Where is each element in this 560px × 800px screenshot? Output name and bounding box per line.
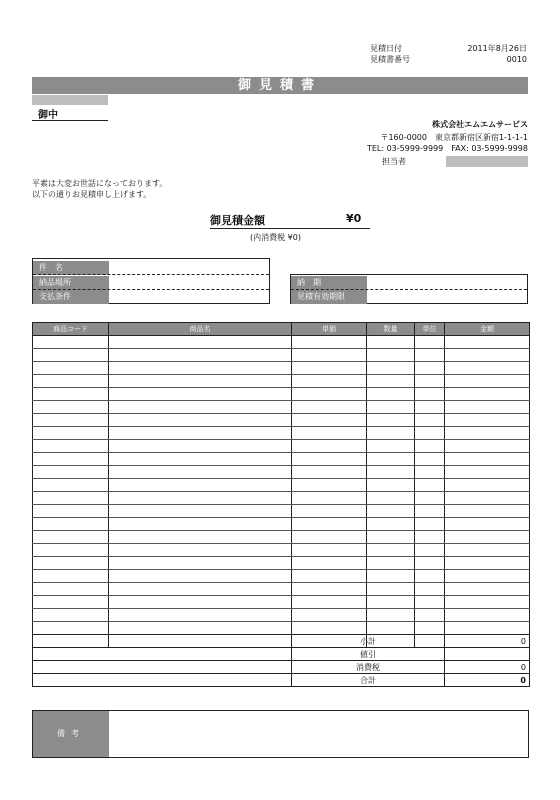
tax-note: (内消費税 ¥0) — [250, 233, 301, 242]
table-cell[interactable] — [109, 570, 292, 583]
table-row — [33, 557, 530, 570]
table-cell[interactable] — [109, 492, 292, 505]
total-underline — [210, 228, 370, 229]
table-cell[interactable] — [33, 531, 109, 544]
table-row — [33, 388, 530, 401]
table-cell[interactable] — [445, 531, 530, 544]
addressee-field[interactable] — [32, 95, 108, 105]
table-cell[interactable] — [367, 531, 415, 544]
summary-table — [32, 634, 530, 687]
info-box-left — [32, 258, 270, 304]
table-cell[interactable] — [109, 375, 292, 388]
table-cell[interactable] — [367, 609, 415, 622]
table-row — [33, 349, 530, 362]
table-cell[interactable] — [292, 622, 367, 635]
table-cell[interactable] — [292, 479, 367, 492]
table-cell[interactable] — [33, 479, 109, 492]
table-cell[interactable] — [445, 362, 530, 375]
table-cell[interactable] — [415, 388, 445, 401]
payment-terms-label: 支払条件 — [33, 290, 109, 304]
table-cell[interactable] — [445, 388, 530, 401]
discount-value[interactable] — [445, 648, 530, 661]
table-row — [33, 492, 530, 505]
summary-row-subtotal — [33, 635, 530, 648]
table-cell[interactable] — [367, 505, 415, 518]
date-label: 見積日付 — [370, 44, 402, 53]
table-cell[interactable] — [33, 440, 109, 453]
table-cell[interactable] — [415, 466, 445, 479]
table-cell[interactable] — [367, 583, 415, 596]
table-cell[interactable] — [367, 401, 415, 414]
table-cell[interactable] — [109, 557, 292, 570]
grand-total-label: 合計 — [292, 674, 445, 687]
table-cell[interactable] — [415, 557, 445, 570]
table-row — [33, 336, 530, 349]
table-row — [33, 427, 530, 440]
staff-field[interactable] — [446, 156, 528, 167]
table-cell[interactable] — [367, 544, 415, 557]
table-row — [33, 414, 530, 427]
table-row — [33, 583, 530, 596]
table-cell[interactable] — [367, 375, 415, 388]
table-cell[interactable] — [367, 466, 415, 479]
table-cell[interactable] — [415, 531, 445, 544]
total-amount-label: 御見積金額 — [210, 214, 265, 227]
table-cell[interactable] — [367, 440, 415, 453]
grand-total-value[interactable]: 0 — [445, 674, 530, 687]
table-cell[interactable] — [445, 479, 530, 492]
table-cell[interactable] — [292, 440, 367, 453]
summary-row-discount — [33, 648, 530, 661]
table-cell[interactable] — [33, 336, 109, 349]
table-row — [33, 518, 530, 531]
blank-cell — [33, 635, 292, 648]
table-cell[interactable] — [292, 557, 367, 570]
company-name: 株式会社エムエムサービス — [432, 120, 528, 129]
table-cell[interactable] — [415, 427, 445, 440]
table-row — [33, 622, 530, 635]
company-address: 〒160-0000 東京都新宿区新宿1-1-1-1 — [380, 133, 528, 142]
table-row — [33, 479, 530, 492]
table-row — [33, 375, 530, 388]
table-row — [33, 531, 530, 544]
addressee-suffix: 御中 — [38, 110, 58, 121]
greeting-line-1: 平素は大変お世話になっております。 — [32, 179, 168, 188]
table-cell[interactable] — [292, 453, 367, 466]
table-cell[interactable] — [415, 453, 445, 466]
staff-label: 担当者 — [382, 157, 406, 166]
table-cell[interactable] — [445, 414, 530, 427]
table-cell[interactable] — [33, 505, 109, 518]
table-cell[interactable] — [445, 440, 530, 453]
blank-cell — [33, 661, 292, 674]
col-header-quantity: 数量 — [367, 323, 415, 336]
table-cell[interactable] — [33, 609, 109, 622]
table-cell[interactable] — [367, 362, 415, 375]
table-cell[interactable] — [367, 596, 415, 609]
table-cell[interactable] — [367, 427, 415, 440]
table-cell[interactable] — [445, 336, 530, 349]
addressee-underline — [32, 120, 108, 121]
table-row — [33, 609, 530, 622]
table-cell[interactable] — [109, 583, 292, 596]
table-cell[interactable] — [415, 583, 445, 596]
table-row — [33, 570, 530, 583]
table-cell[interactable] — [292, 401, 367, 414]
table-cell[interactable] — [367, 479, 415, 492]
table-cell[interactable] — [292, 544, 367, 557]
table-cell[interactable] — [109, 427, 292, 440]
table-cell[interactable] — [33, 557, 109, 570]
table-cell[interactable] — [415, 336, 445, 349]
table-row — [33, 440, 530, 453]
table-row — [33, 466, 530, 479]
table-cell[interactable] — [445, 466, 530, 479]
table-cell[interactable] — [33, 414, 109, 427]
table-cell[interactable] — [292, 570, 367, 583]
table-cell[interactable] — [367, 349, 415, 362]
delivery-date-label: 納 期 — [291, 276, 367, 290]
table-cell[interactable] — [445, 349, 530, 362]
table-cell[interactable] — [292, 583, 367, 596]
table-cell[interactable] — [445, 453, 530, 466]
table-cell[interactable] — [367, 492, 415, 505]
items-table — [32, 322, 530, 648]
table-cell[interactable] — [445, 401, 530, 414]
tax-value[interactable]: 0 — [445, 661, 530, 674]
table-cell[interactable] — [109, 596, 292, 609]
table-cell[interactable] — [292, 466, 367, 479]
table-cell[interactable] — [415, 570, 445, 583]
table-cell[interactable] — [33, 570, 109, 583]
table-cell[interactable] — [33, 375, 109, 388]
table-cell[interactable] — [109, 518, 292, 531]
table-cell[interactable] — [33, 544, 109, 557]
table-cell[interactable] — [415, 596, 445, 609]
table-cell[interactable] — [415, 401, 445, 414]
table-cell[interactable] — [292, 596, 367, 609]
table-cell[interactable] — [109, 622, 292, 635]
remarks-label: 備考 — [33, 711, 109, 757]
table-cell[interactable] — [415, 440, 445, 453]
table-cell[interactable] — [367, 518, 415, 531]
subject-label: 件 名 — [33, 261, 109, 275]
table-cell[interactable] — [292, 505, 367, 518]
total-amount-value: ¥0 — [346, 212, 362, 225]
table-cell[interactable] — [367, 336, 415, 349]
discount-label: 値引 — [292, 648, 445, 661]
blank-cell — [33, 648, 292, 661]
table-cell[interactable] — [292, 414, 367, 427]
number-label: 見積書番号 — [370, 55, 410, 64]
table-cell[interactable] — [445, 518, 530, 531]
table-cell[interactable] — [445, 596, 530, 609]
table-cell[interactable] — [33, 453, 109, 466]
table-cell[interactable] — [445, 622, 530, 635]
table-cell[interactable] — [109, 414, 292, 427]
table-cell[interactable] — [415, 375, 445, 388]
table-cell[interactable] — [415, 544, 445, 557]
table-cell[interactable] — [415, 609, 445, 622]
table-cell[interactable] — [367, 414, 415, 427]
table-cell[interactable] — [415, 349, 445, 362]
table-cell[interactable] — [445, 505, 530, 518]
table-cell[interactable] — [33, 518, 109, 531]
table-cell[interactable] — [292, 375, 367, 388]
table-row — [33, 544, 530, 557]
table-cell[interactable] — [445, 609, 530, 622]
table-cell[interactable] — [292, 427, 367, 440]
col-header-unit: 単位 — [415, 323, 445, 336]
date-value: 2011年8月26日 — [467, 44, 527, 53]
table-row — [33, 505, 530, 518]
table-cell[interactable] — [445, 427, 530, 440]
info-box-right — [290, 274, 528, 304]
table-cell[interactable] — [292, 531, 367, 544]
table-cell[interactable] — [109, 609, 292, 622]
table-cell[interactable] — [33, 388, 109, 401]
company-contact: TEL: 03-5999-9999 FAX: 03-5999-9998 — [366, 144, 528, 153]
delivery-place-label: 納品場所 — [33, 276, 109, 290]
table-cell[interactable] — [367, 388, 415, 401]
summary-row-tax — [33, 661, 530, 674]
table-cell[interactable] — [109, 479, 292, 492]
document-title: 御見積書 — [32, 77, 528, 94]
table-row — [33, 401, 530, 414]
table-cell[interactable] — [445, 375, 530, 388]
table-cell[interactable] — [415, 362, 445, 375]
table-cell[interactable] — [109, 349, 292, 362]
table-cell[interactable] — [367, 622, 415, 635]
table-cell[interactable] — [415, 505, 445, 518]
table-cell[interactable] — [292, 609, 367, 622]
table-cell[interactable] — [367, 570, 415, 583]
greeting-line-2: 以下の通りお見積申し上げます。 — [32, 190, 152, 199]
subtotal-label: 小計 — [292, 635, 445, 648]
table-cell[interactable] — [415, 414, 445, 427]
number-value: 0010 — [506, 55, 527, 64]
table-cell[interactable] — [109, 401, 292, 414]
table-row — [33, 453, 530, 466]
subtotal-value[interactable]: 0 — [445, 635, 530, 648]
tax-label: 消費税 — [292, 661, 445, 674]
table-row — [33, 362, 530, 375]
table-cell[interactable] — [33, 349, 109, 362]
table-cell[interactable] — [445, 544, 530, 557]
table-cell[interactable] — [109, 336, 292, 349]
divider — [33, 274, 269, 275]
table-cell[interactable] — [367, 557, 415, 570]
table-cell[interactable] — [292, 388, 367, 401]
table-cell[interactable] — [445, 492, 530, 505]
table-cell[interactable] — [415, 518, 445, 531]
table-cell[interactable] — [415, 479, 445, 492]
table-cell[interactable] — [33, 596, 109, 609]
table-cell[interactable] — [292, 349, 367, 362]
table-cell[interactable] — [109, 388, 292, 401]
table-cell[interactable] — [292, 336, 367, 349]
table-cell[interactable] — [33, 427, 109, 440]
table-cell[interactable] — [33, 622, 109, 635]
col-header-name: 商品名 — [109, 323, 292, 336]
blank-cell — [33, 674, 292, 687]
table-cell[interactable] — [109, 544, 292, 557]
table-cell[interactable] — [415, 492, 445, 505]
table-cell[interactable] — [445, 557, 530, 570]
table-cell[interactable] — [109, 505, 292, 518]
table-cell[interactable] — [445, 583, 530, 596]
col-header-code: 商品コード — [33, 323, 109, 336]
table-cell[interactable] — [367, 453, 415, 466]
table-cell[interactable] — [292, 492, 367, 505]
table-cell[interactable] — [33, 583, 109, 596]
table-cell[interactable] — [33, 401, 109, 414]
table-cell[interactable] — [292, 518, 367, 531]
remarks-box[interactable] — [32, 710, 529, 758]
table-row — [33, 596, 530, 609]
table-cell[interactable] — [109, 453, 292, 466]
table-cell[interactable] — [109, 440, 292, 453]
table-cell[interactable] — [292, 362, 367, 375]
table-cell[interactable] — [445, 570, 530, 583]
table-cell[interactable] — [33, 492, 109, 505]
table-cell[interactable] — [109, 362, 292, 375]
table-cell[interactable] — [109, 531, 292, 544]
table-cell[interactable] — [109, 466, 292, 479]
summary-row-total — [33, 674, 530, 687]
table-cell[interactable] — [33, 362, 109, 375]
table-cell[interactable] — [33, 466, 109, 479]
col-header-unit-price: 単価 — [292, 323, 367, 336]
col-header-amount: 金額 — [445, 323, 530, 336]
validity-label: 見積有効期限 — [291, 290, 367, 304]
table-cell[interactable] — [415, 622, 445, 635]
